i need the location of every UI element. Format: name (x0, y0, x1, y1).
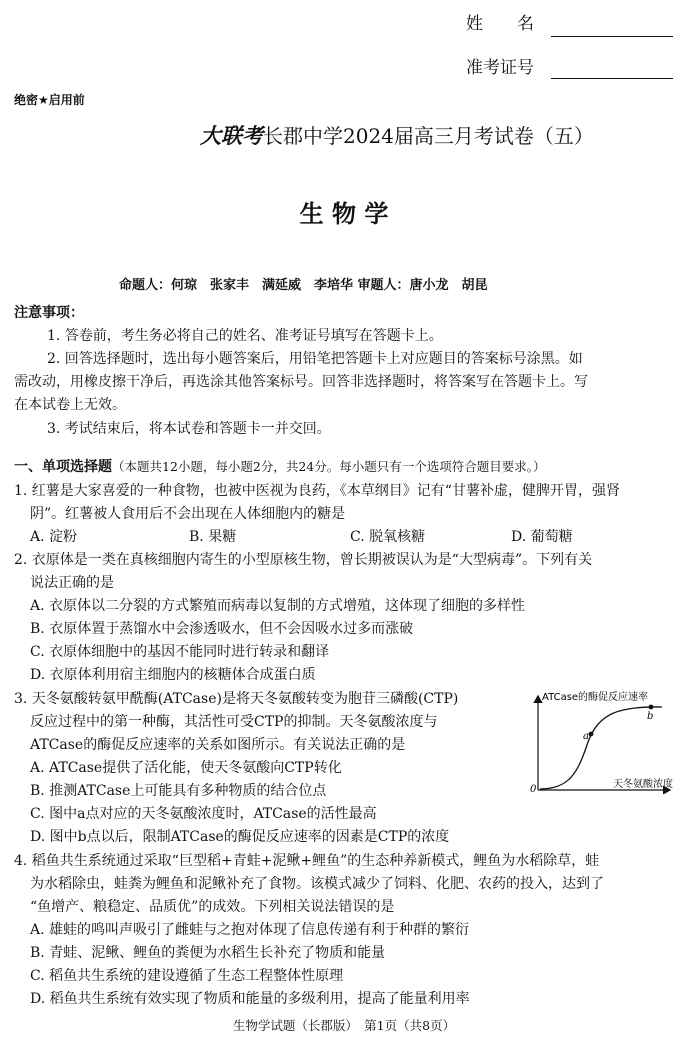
notice-item-2-line-1: 2. 回答选择题时，选出每小题答案后，用铅笔把答题卡上对应题目的答案标号涂黑。如 (47, 351, 583, 367)
exam-id-blank (551, 78, 673, 79)
exam-title (200, 122, 594, 150)
y-axis-label: ATCase的酶促反应速率 (542, 692, 649, 703)
authors-line: 命题人：何琼 张家丰 满延威 李培华 审题人：唐小龙 胡昆 (119, 278, 488, 293)
section-heading (14, 456, 546, 478)
q4-option-d: D. 稻鱼共生系统有效实现了物质和能量的多级利用，提高了能量利用率 (30, 991, 470, 1007)
q4-option-c: C. 稻鱼共生系统的建设遵循了生态工程整体性原理 (30, 968, 344, 984)
q1-option-b: B. 果糖 (189, 529, 237, 545)
brand-logo: 大联考 (200, 123, 263, 148)
point-b-dot (649, 705, 654, 710)
q3-option-c: C. 图中a点对应的天冬氨酸浓度时，ATCase的活性最高 (30, 806, 377, 822)
point-b-label: b (647, 711, 654, 722)
q1-option-a: A. 淀粉 (30, 529, 78, 545)
q1-option-c: C. 脱氧核糖 (350, 529, 426, 545)
q3-enzyme-rate-graph (526, 686, 678, 794)
q3-option-a: A. ATCase提供了活化能，使天冬氨酸向CTP转化 (30, 760, 342, 776)
origin-label: 0 (530, 784, 537, 794)
point-a-label: a (583, 731, 589, 742)
title-text: 长郡中学2024届高三月考试卷（五） (263, 124, 594, 148)
notice-heading: 注意事项： (14, 305, 84, 321)
confidential-mark: 绝密★启用前 (14, 93, 85, 107)
exam-id-label: 准考证号 (466, 58, 534, 78)
q4-stem-line-3: “鱼增产、粮稳定、品质优”的成效。下列相关说法错误的是 (30, 899, 395, 915)
page-footer: 生物学试题（长郡版） 第1页（共8页） (232, 1018, 456, 1033)
section-title: 一、单项选择题 (14, 459, 112, 475)
q4-stem-line-2: 为水稻除虫，蛙粪为鲤鱼和泥鳅补充了食物。该模式减少了饲料、化肥、农药的投入，达到了 (30, 876, 604, 892)
q3-option-b: B. 推测ATCase上可能具有多种物质的结合位点 (30, 783, 327, 799)
x-axis-label: 天冬氨酸浓度 (613, 779, 673, 790)
notice-item-1: 1. 答卷前，考生务必将自己的姓名、准考证号填写在答题卡上。 (47, 328, 443, 344)
section-instructions: （本题共12小题，每小题2分，共24分。每小题只有一个选项符合题目要求。） (112, 459, 546, 474)
rate-curve (540, 707, 662, 789)
q4-option-b: B. 青蛙、泥鳅、鲤鱼的粪便为水稻生长补充了物质和能量 (30, 945, 386, 961)
notice-item-2-line-3: 在本试卷上无效。 (14, 397, 126, 413)
notice-item-3: 3. 考试结束后，将本试卷和答题卡一并交回。 (47, 421, 331, 437)
q2-option-d: D. 衣原体利用宿主细胞内的核糖体合成蛋白质 (30, 667, 316, 683)
q1-stem-line-1: 1. 红薯是大家喜爱的一种食物，也被中医视为良药，《本草纲目》记有“甘薯补虚，健脾开胃，强肾 (14, 483, 620, 499)
q1-stem-line-2: 阴”。红薯被人食用后不会出现在人体细胞内的糖是 (30, 506, 346, 522)
point-a-dot (589, 732, 594, 737)
q4-stem-line-1: 4. 稻鱼共生系统通过采取“巨型稻+青蛙+泥鳅+鲤鱼”的生态种养新模式，鲤鱼为水稻除草，蛙 (14, 853, 600, 869)
q3-option-d: D. 图中b点以后，限制ATCase的酶促反应速率的因素是CTP的浓度 (30, 829, 450, 845)
q2-stem-line-1: 2. 衣原体是一类在真核细胞内寄生的小型原核生物，曾长期被误认为是“大型病毒”。下列有关 (14, 552, 593, 568)
q4-option-a: A. 雄蛙的鸣叫声吸引了雌蛙与之抱对体现了信息传递有利于种群的繁衍 (30, 922, 470, 938)
q2-option-b: B. 衣原体置于蒸馏水中会渗透吸水，但不会因吸水过多而涨破 (30, 621, 414, 637)
q3-stem-line-1: 3. 天冬氨酸转氨甲酰酶(ATCase)是将天冬氨酸转变为胞苷三磷酸(CTP) (14, 691, 459, 707)
name-label: 姓 名 (466, 14, 534, 34)
q2-option-a: A. 衣原体以二分裂的方式繁殖而病毒以复制的方式增殖，这体现了细胞的多样性 (30, 598, 526, 614)
q3-stem-line-2: 反应过程中的第一种酶，其活性可受CTP的抑制。天冬氨酸浓度与 (30, 714, 438, 730)
name-blank (551, 36, 673, 37)
q3-stem-line-3: ATCase的酶促反应速率的关系如图所示。有关说法正确的是 (30, 737, 406, 753)
notice-item-2-line-2: 需改动，用橡皮擦干净后，再选涂其他答案标号。回答非选择题时，将答案写在答题卡上。写 (14, 374, 588, 390)
q2-stem-line-2: 说法正确的是 (30, 575, 114, 591)
q2-option-c: C. 衣原体细胞中的基因不能同时进行转录和翻译 (30, 644, 330, 660)
subject-title: 生 物 学 (299, 200, 389, 228)
q1-option-d: D. 葡萄糖 (511, 529, 573, 545)
